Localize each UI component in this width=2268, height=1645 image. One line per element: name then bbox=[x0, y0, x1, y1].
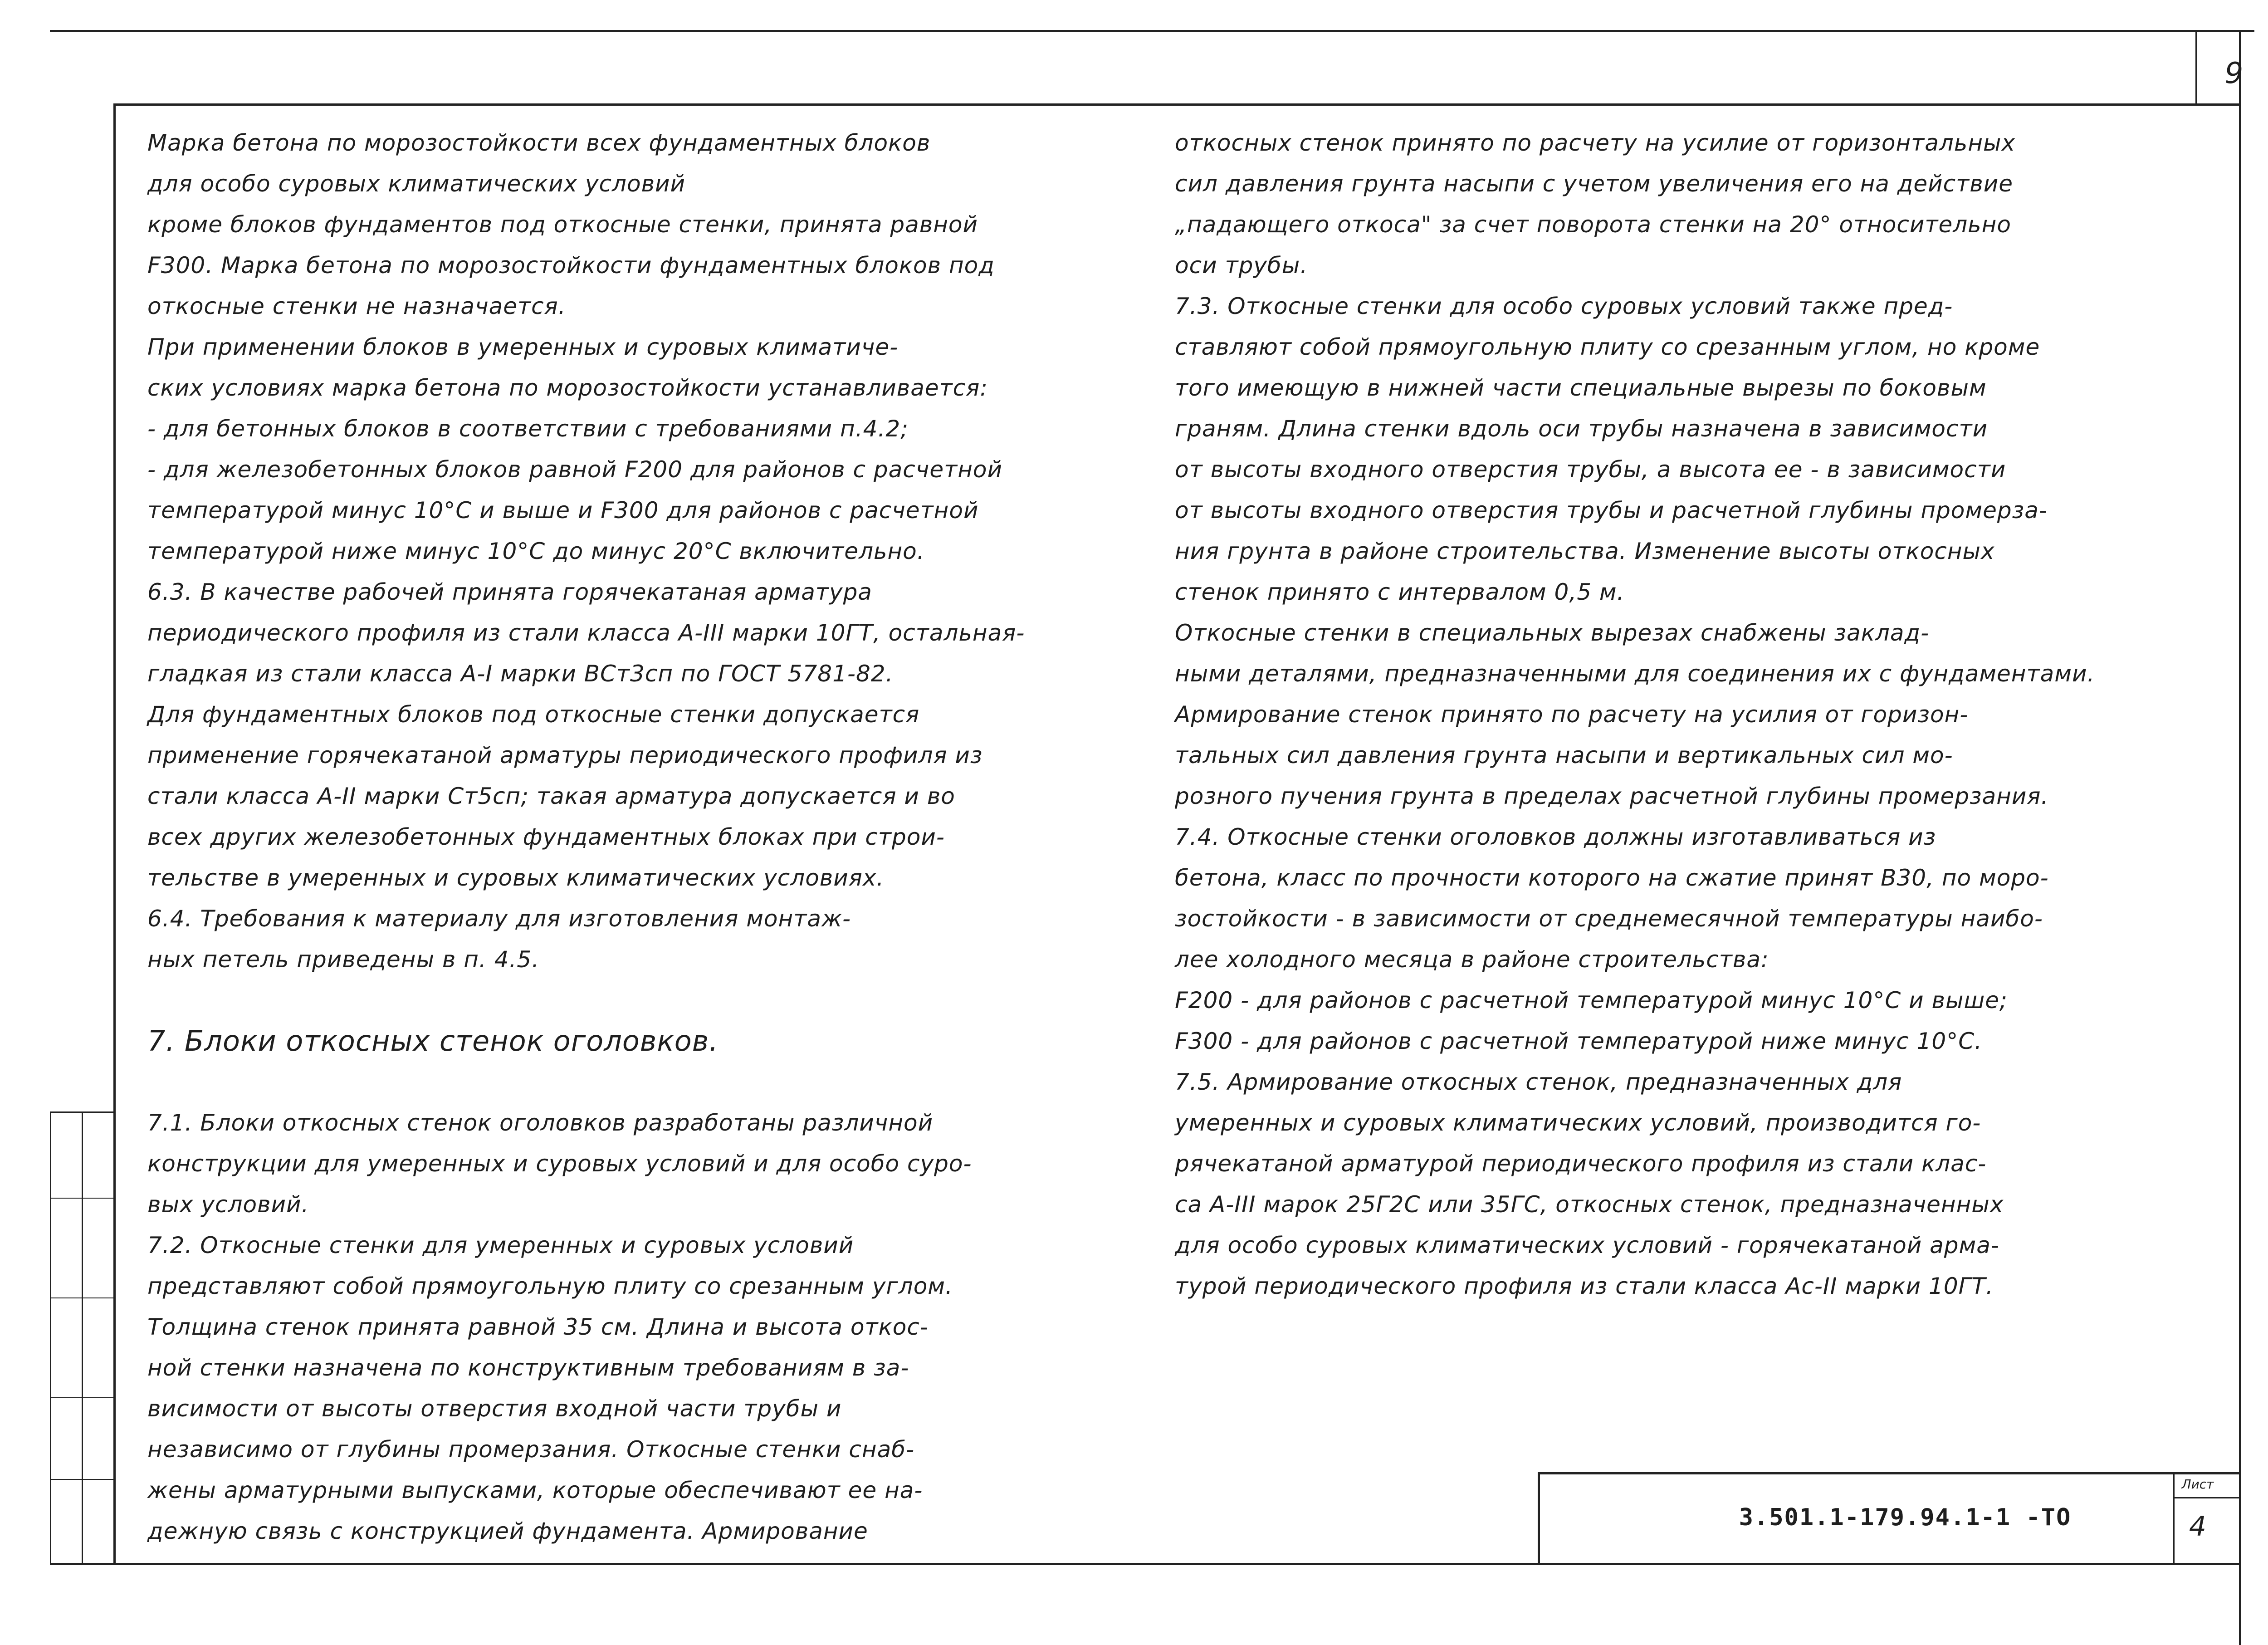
left-column-line: Для фундаментных блоков под откосные стенки допускается bbox=[147, 701, 920, 728]
left-column-line: - для бетонных блоков в соответствии с требованиями п.4.2; bbox=[147, 416, 909, 442]
page-sheet-number: 9 bbox=[2224, 57, 2244, 90]
left-column-line: температурой минус 10°С и выше и F300 для районов с расчетной bbox=[147, 497, 979, 524]
right-column-line: того имеющую в нижней части специальные вырезы по боковым bbox=[1175, 375, 1987, 401]
right-column-line: рячекатаной арматурой периодического профиля из стали клас- bbox=[1175, 1151, 1987, 1177]
right-column-line: сил давления грунта насыпи с учетом увеличения его на действие bbox=[1175, 171, 2013, 197]
left-column-line: конструкции для умеренных и суровых условий и для особо суро- bbox=[147, 1151, 972, 1177]
left-column-line: - для железобетонных блоков равной F200 для районов с расчетной bbox=[147, 456, 1002, 483]
left-column-line: независимо от глубины промерзания. Откосные стенки снаб- bbox=[147, 1436, 915, 1463]
left-column-line: Толщина стенок принята равной 35 см. Длина и высота откос- bbox=[147, 1314, 929, 1340]
right-column-line: от высоты входного отверстия трубы и расчетной глубины промерза- bbox=[1175, 497, 2048, 524]
right-column-line: F300 - для районов с расчетной температурой ниже минус 10°С. bbox=[1175, 1028, 1983, 1054]
frame-top-line bbox=[113, 103, 2241, 106]
right-column-line: от высоты входного отверстия трубы, а высота ее - в зависимости bbox=[1175, 456, 2006, 483]
right-column-line: бетона, класс по прочности которого на сжатие принят В30, по моро- bbox=[1175, 865, 2049, 891]
left-column-line: кроме блоков фундаментов под откосные стенки, принята равной bbox=[147, 211, 978, 238]
right-column-line: розного пучения грунта в пределах расчетной глубины промерзания. bbox=[1175, 783, 2049, 809]
left-column-line: ной стенки назначена по конструктивным требованиям в за- bbox=[147, 1355, 909, 1381]
left-column-line: Марка бетона по морозостойкости всех фундаментных блоков bbox=[147, 130, 931, 156]
margin-stamp-row-1 bbox=[50, 1198, 113, 1199]
right-column-line: зостойкости - в зависимости от среднемесячной температуры наибо- bbox=[1175, 906, 2043, 932]
left-column-line: ных петель приведены в п. 4.5. bbox=[147, 946, 540, 973]
margin-stamp-left-line bbox=[50, 1111, 51, 1563]
margin-stamp-row-4 bbox=[50, 1479, 113, 1480]
right-column-line: для особо суровых климатических условий - горячекатаной арма- bbox=[1175, 1232, 1999, 1258]
right-column-line: граням. Длина стенки вдоль оси трубы назначена в зависимости bbox=[1175, 416, 1988, 442]
right-column-line: ния грунта в районе строительства. Изменение высоты откосных bbox=[1175, 538, 1995, 564]
right-column-line: Армирование стенок принято по расчету на усилия от горизон- bbox=[1175, 701, 1969, 728]
left-column-line: периодического профиля из стали класса A-III марки 10ГТ, остальная- bbox=[147, 620, 1025, 646]
right-column-line: откосных стенок принято по расчету на усилие от горизонтальных bbox=[1175, 130, 2016, 156]
frame-bottom-line bbox=[50, 1563, 2241, 1565]
margin-stamp-row-2 bbox=[50, 1297, 113, 1298]
left-column-line: гладкая из стали класса A-I марки ВСт3сп по ГОСТ 5781-82. bbox=[147, 661, 894, 687]
left-column-line: представляют собой прямоугольную плиту со срезанным углом. bbox=[147, 1273, 953, 1299]
right-column-line: 7.3. Откосные стенки для особо суровых условий также пред- bbox=[1175, 293, 1953, 319]
right-column-line: лее холодного месяца в районе строительства: bbox=[1175, 946, 1769, 973]
left-column-line: 6.4. Требования к материалу для изготовления монтаж- bbox=[147, 906, 851, 932]
sheet-label: Лист bbox=[2181, 1477, 2214, 1492]
left-column-line: температурой ниже минус 10°С до минус 20°С включительно. bbox=[147, 538, 925, 564]
left-column-line: откосные стенки не назначается. bbox=[147, 293, 566, 319]
right-column-line: 7.5. Армирование откосных стенок, предназначенных для bbox=[1175, 1069, 1902, 1095]
frame-right-line bbox=[2239, 30, 2241, 1645]
right-column-line: тальных сил давления грунта насыпи и вертикальных сил мо- bbox=[1175, 742, 1953, 769]
left-column-line: всех других железобетонных фундаментных блоках при строи- bbox=[147, 824, 945, 850]
right-column-line: Откосные стенки в специальных вырезах снабжены заклад- bbox=[1175, 620, 1930, 646]
left-column-line: 7. Блоки откосных стенок оголовков. bbox=[147, 1024, 719, 1058]
margin-stamp-top-line bbox=[50, 1111, 113, 1113]
left-column-line: дежную связь с конструкцией фундамента. Армирование bbox=[147, 1518, 868, 1544]
left-column-line bbox=[147, 980, 1109, 1021]
right-column-line: 7.4. Откосные стенки оголовков должны изготавливаться из bbox=[1175, 824, 1936, 850]
left-column-line: применение горячекатаной арматуры периодического профиля из bbox=[147, 742, 983, 769]
left-column-line: ских условиях марка бетона по морозостойкости устанавливается: bbox=[147, 375, 988, 401]
sheet-number: 4 bbox=[2189, 1511, 2207, 1542]
left-column-line: вых условий. bbox=[147, 1191, 309, 1218]
top-border-line bbox=[50, 30, 2254, 32]
right-column-line: турой периодического профиля из стали класса Ac-II марки 10ГТ. bbox=[1175, 1273, 1994, 1299]
title-block-left-line bbox=[1538, 1472, 1540, 1565]
left-column-line: для особо суровых климатических условий bbox=[147, 171, 686, 197]
right-column-line: стенок принято с интервалом 0,5 м. bbox=[1175, 579, 1625, 605]
left-column-line: висимости от высоты отверстия входной части трубы и bbox=[147, 1395, 842, 1422]
left-column-line: F300. Марка бетона по морозостойкости фундаментных блоков под bbox=[147, 252, 995, 279]
right-text-column bbox=[1175, 122, 2218, 1307]
left-column-line: стали класса A-II марки Ст5сп; такая арматура допускается и во bbox=[147, 783, 955, 809]
document-code: 3.501.1-179.94.1-1 -ТО bbox=[1739, 1504, 2072, 1531]
frame-left-line bbox=[113, 103, 116, 1564]
left-column-line: При применении блоков в умеренных и суровых климатиче- bbox=[147, 334, 899, 360]
right-column-line: умеренных и суровых климатических условий, производится го- bbox=[1175, 1110, 1981, 1136]
left-column-line: 7.2. Откосные стенки для умеренных и суровых условий bbox=[147, 1232, 854, 1258]
right-column-line: оси трубы. bbox=[1175, 252, 1308, 279]
right-column-line: са A-III марок 25Г2С или 35ГС, откосных стенок, предназначенных bbox=[1175, 1191, 2004, 1218]
left-column-line: жены арматурными выпусками, которые обеспечивают ее на- bbox=[147, 1477, 923, 1503]
margin-stamp-row-3 bbox=[50, 1397, 113, 1398]
right-column-line: ными деталями, предназначенными для соединения их с фундаментами. bbox=[1175, 661, 2095, 687]
left-column-line: 6.3. В качестве рабочей принята горячекатаная арматура bbox=[147, 579, 872, 605]
title-block-top-line bbox=[1538, 1472, 2241, 1474]
right-column-line: „падающего откоса" за счет поворота стенки на 20° относительно bbox=[1175, 211, 2011, 238]
left-column-line bbox=[147, 1062, 1109, 1102]
title-block-sheet-label-line bbox=[2173, 1497, 2241, 1498]
right-column-line: ставляют собой прямоугольную плиту со срезанным углом, но кроме bbox=[1175, 334, 2040, 360]
right-column-line: F200 - для районов с расчетной температурой минус 10°С и выше; bbox=[1175, 987, 2008, 1013]
left-text-column bbox=[147, 122, 1109, 1552]
left-column-line: 7.1. Блоки откосных стенок оголовков разработаны различной bbox=[147, 1110, 934, 1136]
left-column-line: тельстве в умеренных и суровых климатических условиях. bbox=[147, 865, 885, 891]
margin-stamp-mid-line bbox=[82, 1111, 83, 1563]
sheet-number-divider bbox=[2195, 30, 2197, 103]
